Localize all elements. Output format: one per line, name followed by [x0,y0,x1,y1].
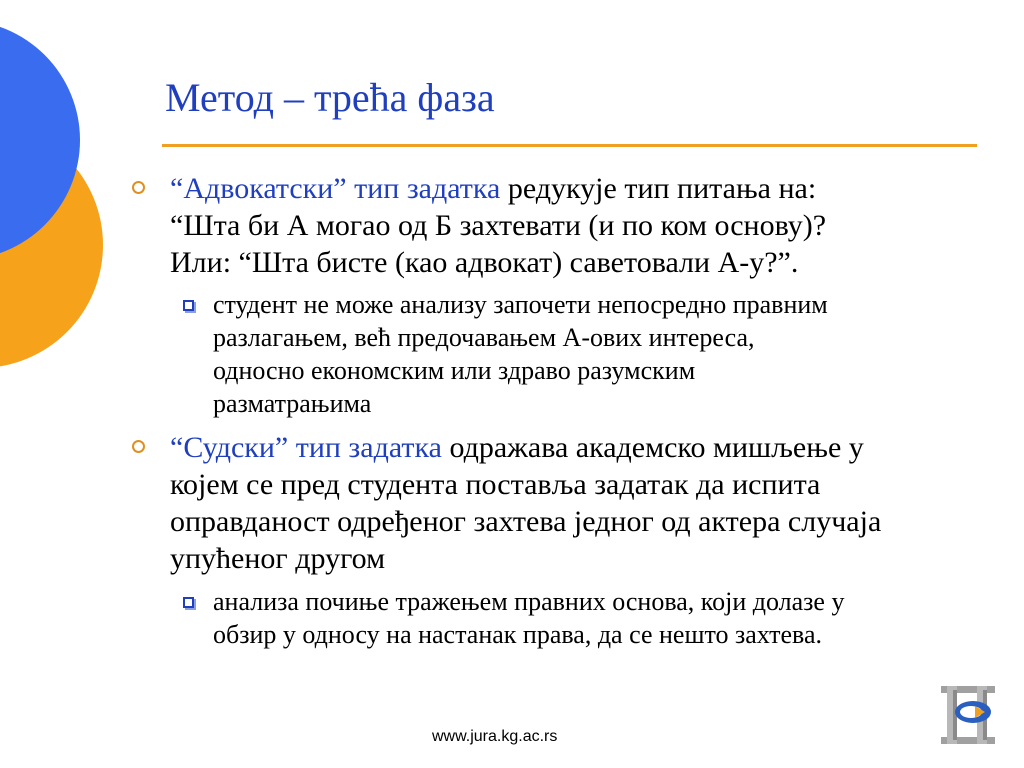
bullet-text: одражава академско мишљење у [441,431,864,464]
title-divider [162,144,977,147]
square-bullet-icon [183,300,194,311]
bullet-line: оправданост одређеног захтева једног од актера случаја [170,505,882,538]
sub-bullet-line: разматрањима [213,389,372,418]
sub-bullet-line: обзир у односу на настанак права, да се нешто захтева. [213,620,823,649]
bullet-line [170,429,881,466]
sub-bullet-line: анализа почиње тражењем правних основа, који долазе у [213,587,845,616]
bullet-line: “Шта би А могао од Б захтевати (и по ком основу)? [170,209,827,242]
bullet-line: којем се пред студента поставља задатак да испита [170,468,821,501]
bullet-line [170,170,826,207]
decorative-circles [0,0,110,380]
bullet-court-task [170,429,881,577]
bullet-line: Или: “Шта бисте (као адвокат) саветовали А-у?”. [170,246,799,279]
sub-bullet-line: разлагањем, већ предочавањем А-ових интереса, [213,323,755,352]
highlight-text: “Судски” тип задатка [170,431,442,464]
bullet-line: упућеног другом [170,542,386,575]
circle-bullet-icon [132,181,145,194]
square-bullet-icon [183,597,194,608]
circle-bullet-icon [132,440,145,453]
bullet-text: редукује тип питања на: [500,172,817,205]
sub-bullet-line: односно економским или здраво разумским [213,356,696,385]
highlight-text: “Адвокатски” тип задатка [170,172,501,205]
footer-url: www.jura.kg.ac.rs [432,728,558,745]
slide-title: Метод – трећа фаза [165,75,495,120]
bullet-advocate-task [170,170,826,281]
sub-bullet-analysis [213,585,844,651]
sub-bullet-student [213,288,828,420]
faculty-logo-icon [935,682,1001,748]
sub-bullet-line: студент не може анализу започети непосредно правним [213,290,828,319]
